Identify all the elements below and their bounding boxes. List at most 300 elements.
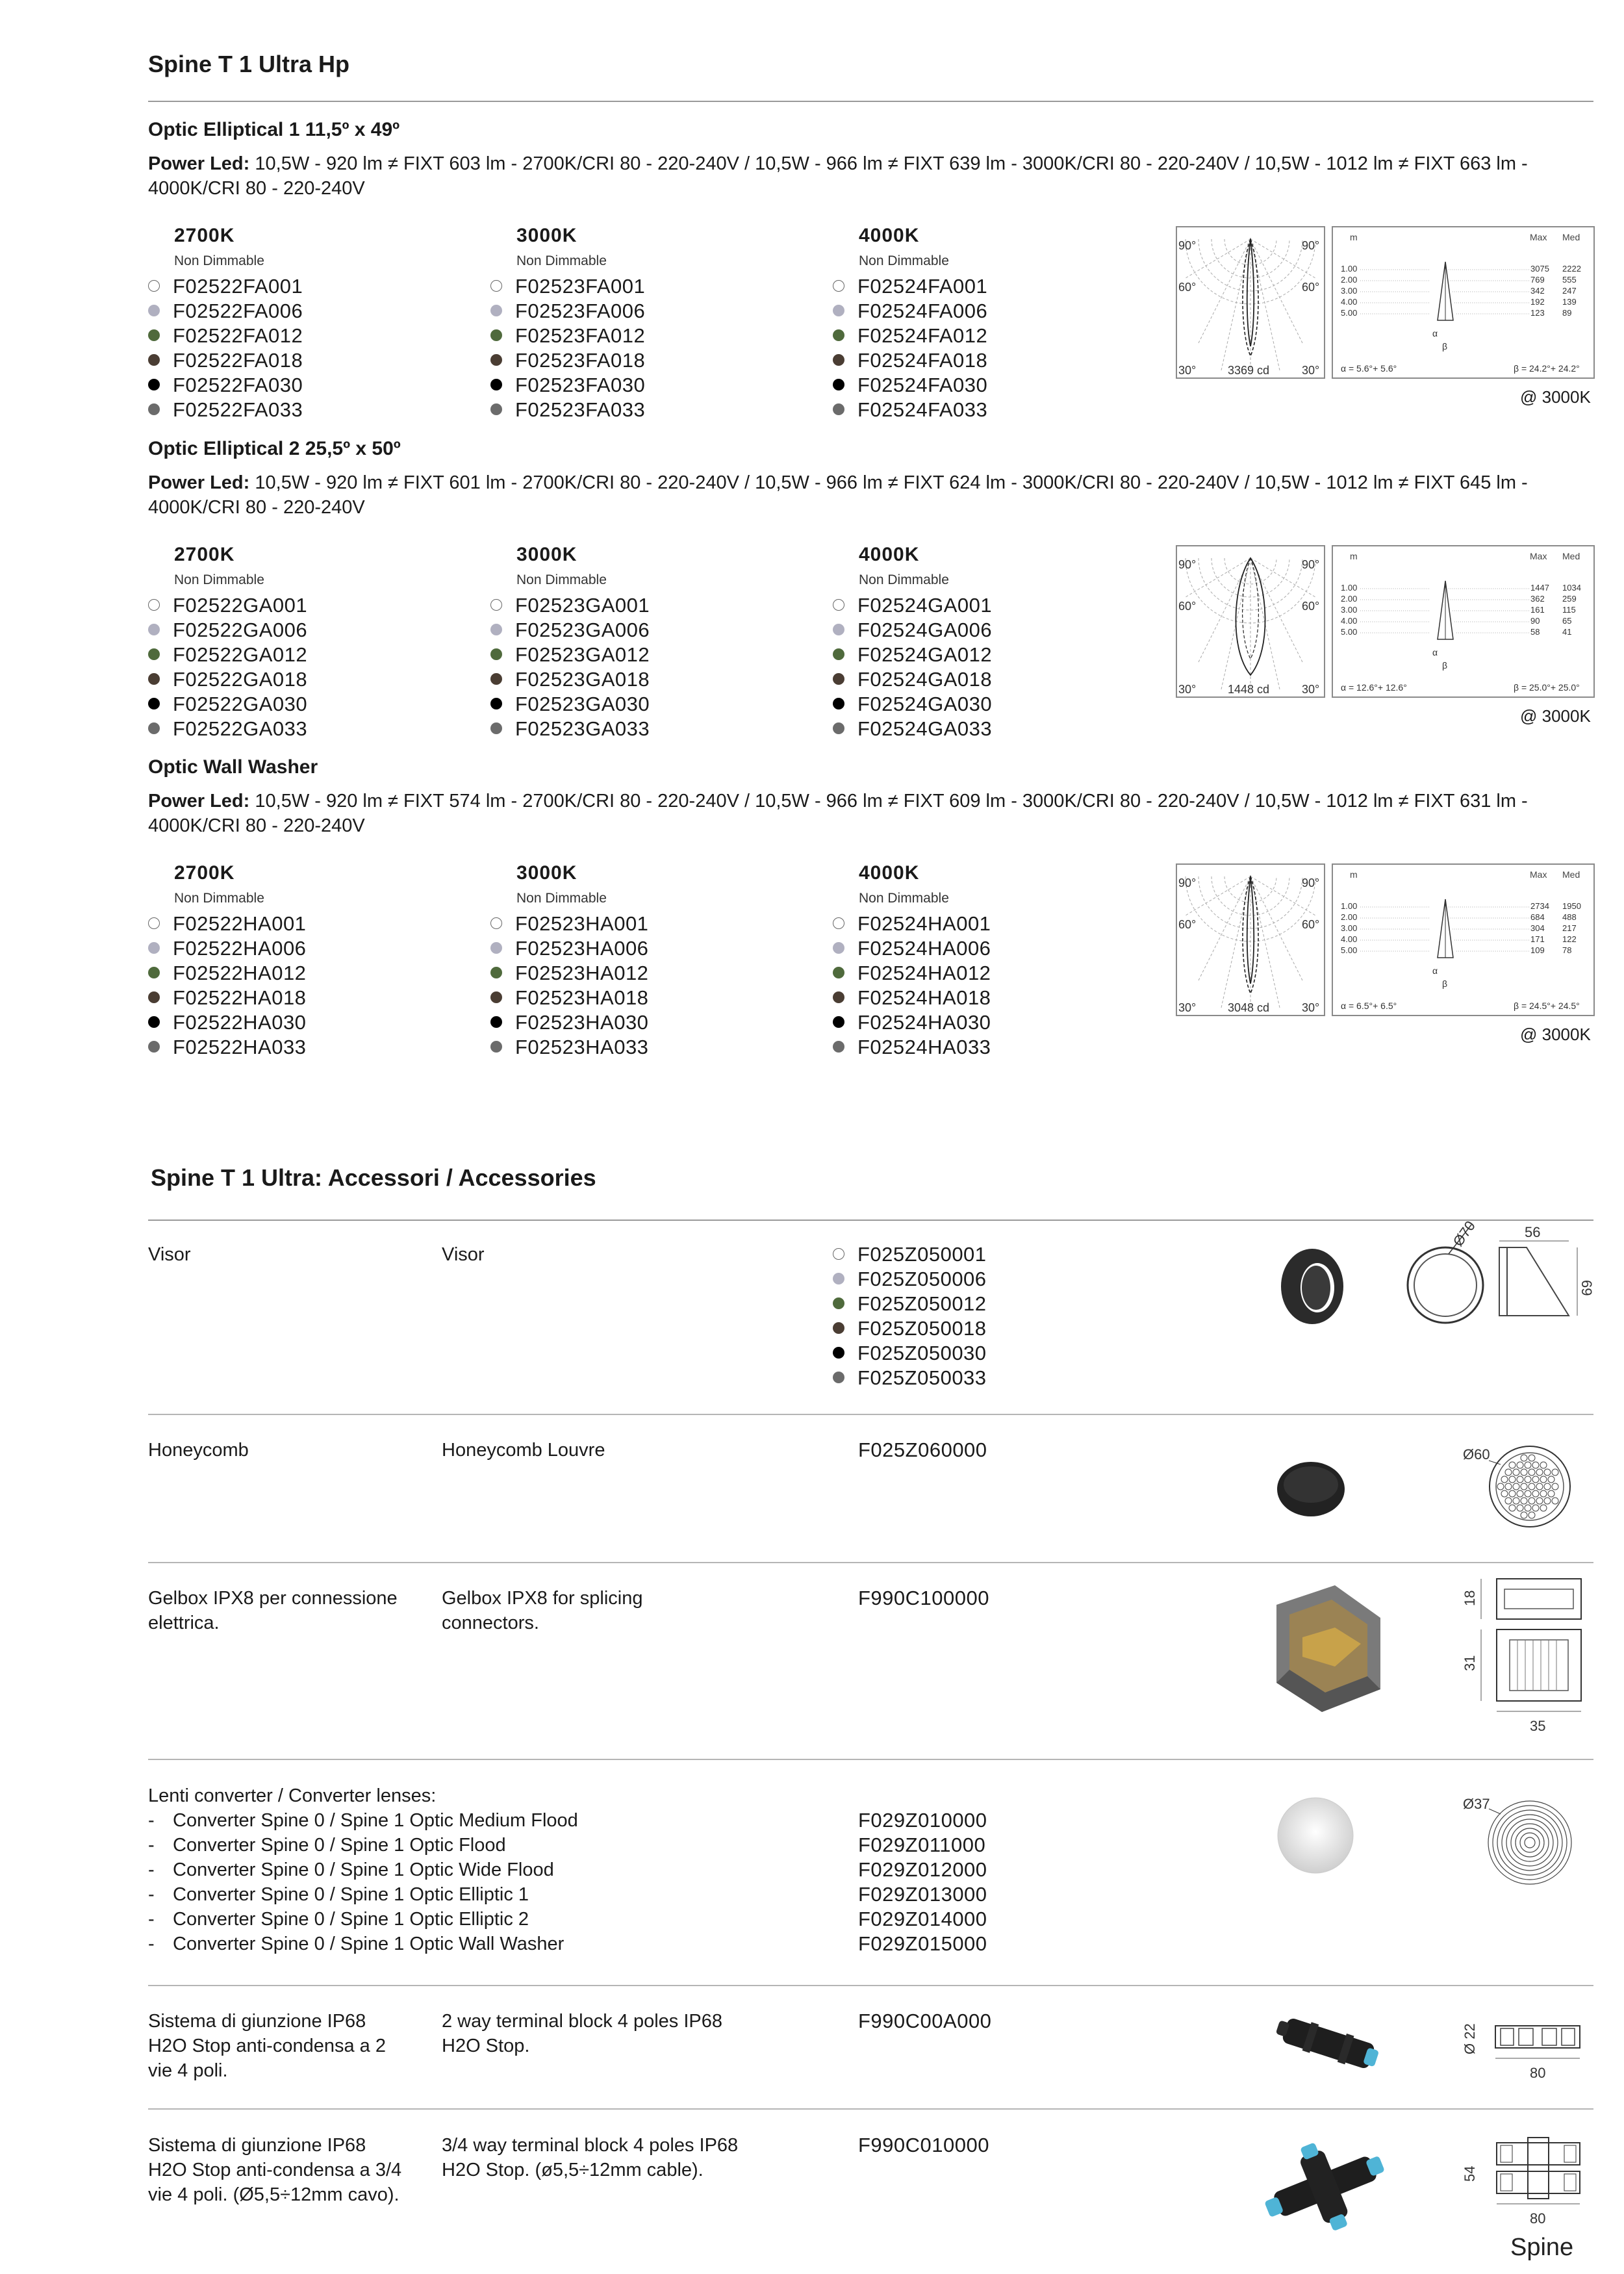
color-black-dot [833, 1347, 844, 1359]
page-title: Spine T 1 Ultra Hp [148, 51, 350, 77]
product-code: F02523GA030 [490, 692, 650, 717]
product-code: F02522GA006 [148, 618, 307, 643]
visor-code-033: F025Z050033 [833, 1366, 987, 1390]
svg-text:2734: 2734 [1530, 901, 1549, 911]
footer-brand: Spine [1510, 2234, 1574, 2261]
color-dark-grey-dot [148, 1041, 160, 1053]
lens-item: - Converter Spine 0 / Spine 1 Optic Medium Flood [148, 1810, 578, 1831]
svg-text:α = 12.6°+ 12.6°: α = 12.6°+ 12.6° [1341, 682, 1407, 693]
beam-table [1332, 226, 1595, 379]
gelbox-en: Gelbox IPX8 for splicing connectors. [442, 1588, 643, 1633]
color-grey-dot [833, 942, 844, 954]
color-dark-grey-dot [833, 1372, 844, 1383]
svg-text:684: 684 [1530, 912, 1545, 922]
product-code: F02523FA012 [490, 324, 645, 348]
color-brown-dot [148, 354, 160, 366]
color-grey-dot [490, 624, 502, 635]
row-divider [148, 1562, 1593, 1563]
svg-text:Ø37: Ø37 [1463, 1796, 1490, 1812]
svg-text:Ø60: Ø60 [1463, 1446, 1490, 1463]
product-code: F02523GA018 [490, 667, 650, 692]
svg-text:β = 24.5°+ 24.5°: β = 24.5°+ 24.5° [1514, 1001, 1580, 1011]
product-code: F02522GA018 [148, 667, 307, 692]
color-green-dot [490, 329, 502, 341]
code-list [490, 912, 648, 1060]
optic-title: Optic Wall Washer [148, 756, 318, 778]
lens-item: - Converter Spine 0 / Spine 1 Optic Wall Washer [148, 1934, 565, 1954]
svg-text:m: m [1350, 869, 1358, 880]
color-white-dot [490, 917, 502, 929]
color-dark-grey-dot [833, 403, 844, 415]
product-code: F02524HA033 [833, 1035, 991, 1060]
product-code: F02522FA018 [148, 348, 303, 373]
product-code: F02523HA018 [490, 986, 648, 1010]
polar-diagram [1176, 226, 1325, 379]
svg-text:90°: 90° [1178, 558, 1197, 571]
gelbox-product-image [1263, 1579, 1393, 1722]
color-black-dot [148, 379, 160, 390]
color-white-dot [148, 599, 160, 611]
product-code: F02524GA012 [833, 643, 992, 667]
svg-text:α: α [1432, 328, 1438, 339]
gelbox-drawing [1455, 1572, 1598, 1735]
svg-text:m: m [1350, 232, 1358, 242]
dimming-label: Non Dimmable [859, 891, 949, 906]
color-white-dot [490, 599, 502, 611]
honeycomb-code: F025Z060000 [858, 1438, 987, 1461]
color-green-dot [148, 648, 160, 660]
product-code: F02522FA033 [148, 398, 303, 422]
cct-header: 4000K [859, 225, 920, 246]
product-code: F02522GA033 [148, 717, 307, 741]
product-code: F02522HA001 [148, 912, 306, 936]
product-code: F02524FA018 [833, 348, 987, 373]
dimming-label: Non Dimmable [859, 253, 949, 268]
color-brown-dot [490, 991, 502, 1003]
lenses-title: Lenti converter / Converter lenses: [148, 1785, 437, 1806]
svg-text:β: β [1442, 978, 1448, 989]
svg-text:56: 56 [1525, 1224, 1541, 1240]
product-code: F02524GA001 [833, 593, 992, 618]
code-list [833, 593, 992, 741]
visor-codes [833, 1242, 987, 1390]
lens-item: - Converter Spine 0 / Spine 1 Optic Elliptic 1 [148, 1884, 529, 1905]
product-code: F02522GA012 [148, 643, 307, 667]
svg-text:30°: 30° [1178, 683, 1197, 696]
svg-text:β = 24.2°+ 24.2°: β = 24.2°+ 24.2° [1514, 363, 1580, 374]
svg-text:35: 35 [1530, 1718, 1546, 1734]
junction34-it: Sistema di giunzione IP68 H2O Stop anti-condensa a 3/4 vie 4 poli. (Ø5,5÷12mm cavo). [148, 2135, 402, 2205]
color-black-dot [148, 1016, 160, 1028]
product-code: F02524GA033 [833, 717, 992, 741]
color-green-dot [833, 1297, 844, 1309]
color-grey-dot [833, 305, 844, 316]
junction2-product-image [1270, 2008, 1387, 2079]
visor-code-018: F025Z050018 [833, 1316, 987, 1341]
svg-text:m: m [1350, 551, 1358, 561]
product-code: F02522HA030 [148, 1010, 306, 1035]
svg-text:5.00: 5.00 [1341, 945, 1358, 955]
measure-note: @ 3000K [1520, 1025, 1591, 1044]
svg-text:122: 122 [1562, 934, 1577, 944]
lenses-list [148, 1808, 578, 1956]
svg-text:1448 cd: 1448 cd [1228, 683, 1270, 696]
svg-text:30°: 30° [1302, 364, 1320, 377]
code-list [148, 912, 306, 1060]
row-divider [148, 2108, 1593, 2110]
product-code: F02524FA012 [833, 324, 987, 348]
color-black-dot [490, 698, 502, 709]
svg-text:259: 259 [1562, 594, 1577, 604]
dimming-label: Non Dimmable [174, 572, 264, 587]
color-green-dot [833, 329, 844, 341]
svg-text:β: β [1442, 341, 1448, 351]
svg-text:31: 31 [1462, 1655, 1478, 1671]
beam-table [1332, 863, 1595, 1016]
svg-text:161: 161 [1530, 605, 1545, 615]
svg-text:3075: 3075 [1530, 264, 1549, 274]
product-code: F02524FA001 [833, 274, 987, 299]
junction34-en: 3/4 way terminal block 4 poles IP68 H2O Stop. (ø5,5÷12mm cable). [442, 2135, 739, 2180]
svg-text:54: 54 [1462, 2165, 1478, 2182]
accessories-title: Spine T 1 Ultra: Accessori / Accessories [151, 1164, 596, 1191]
product-code: F02523FA033 [490, 398, 645, 422]
svg-text:90°: 90° [1178, 876, 1197, 889]
lens-code: F029Z010000 [858, 1809, 987, 1832]
cct-header: 4000K [859, 544, 920, 565]
measure-note: @ 3000K [1520, 706, 1591, 726]
svg-text:3.00: 3.00 [1341, 605, 1358, 615]
svg-text:60°: 60° [1178, 600, 1197, 613]
color-white-dot [148, 917, 160, 929]
polar-diagram [1176, 545, 1325, 698]
lens-drawing [1455, 1787, 1598, 1891]
product-code: F02523GA001 [490, 593, 650, 618]
color-grey-dot [148, 624, 160, 635]
svg-text:30°: 30° [1302, 1001, 1320, 1014]
cct-header: 2700K [174, 225, 235, 246]
svg-text:247: 247 [1562, 286, 1577, 296]
lens-code: F029Z015000 [858, 1932, 987, 1955]
svg-text:β = 25.0°+ 25.0°: β = 25.0°+ 25.0° [1514, 682, 1580, 693]
code-list [833, 912, 991, 1060]
lens-code: F029Z013000 [858, 1883, 987, 1906]
svg-text:18: 18 [1462, 1590, 1478, 1606]
dimming-label: Non Dimmable [516, 253, 607, 268]
color-black-dot [833, 698, 844, 709]
svg-text:60°: 60° [1302, 600, 1320, 613]
svg-text:3048 cd: 3048 cd [1228, 1001, 1270, 1014]
color-white-dot [490, 280, 502, 292]
color-black-dot [148, 698, 160, 709]
product-code: F02523HA001 [490, 912, 648, 936]
title-divider [148, 101, 1593, 102]
svg-text:192: 192 [1530, 297, 1545, 307]
product-code: F02522GA001 [148, 593, 307, 618]
svg-text:2222: 2222 [1562, 264, 1581, 274]
product-code: F02524GA018 [833, 667, 992, 692]
svg-text:1034: 1034 [1562, 583, 1581, 593]
power-led-value: 10,5W - 920 lm ≠ FIXT 603 lm - 2700K/CRI 80 - 220-240V / 10,5W - 966 lm ≠ FIXT 639 lm - 3000K/CRI 80 - 220-240V / 10,5W - 1012 lm ≠ FIXT 663 lm - 4000K/CRI 80 - 220-240V [148, 153, 1528, 199]
product-code: F02522HA012 [148, 961, 306, 986]
product-code: F02522GA030 [148, 692, 307, 717]
svg-text:41: 41 [1562, 627, 1572, 637]
svg-text:4.00: 4.00 [1341, 616, 1358, 626]
svg-text:65: 65 [1562, 616, 1572, 626]
color-green-dot [148, 967, 160, 978]
product-code: F02523FA001 [490, 274, 645, 299]
visor-code-030: F025Z050030 [833, 1341, 987, 1366]
junction2-drawing [1455, 2014, 1598, 2086]
row-divider [148, 1759, 1593, 1760]
svg-text:80: 80 [1530, 2210, 1546, 2227]
power-led-label: Power Led: [148, 472, 250, 493]
svg-text:488: 488 [1562, 912, 1577, 922]
color-dark-grey-dot [490, 722, 502, 734]
svg-text:58: 58 [1530, 627, 1540, 637]
optic-title: Optic Elliptical 2 25,5º x 50º [148, 438, 401, 459]
svg-text:Ø70: Ø70 [1449, 1218, 1478, 1249]
color-dark-grey-dot [148, 403, 160, 415]
svg-text:4.00: 4.00 [1341, 297, 1358, 307]
product-code: F02522FA006 [148, 299, 303, 324]
svg-text:115: 115 [1562, 605, 1576, 615]
svg-text:2.00: 2.00 [1341, 594, 1358, 604]
svg-text:1447: 1447 [1530, 583, 1549, 593]
svg-text:Med: Med [1562, 232, 1580, 242]
svg-text:1.00: 1.00 [1341, 901, 1358, 911]
svg-text:Max: Max [1530, 232, 1547, 242]
color-brown-dot [148, 991, 160, 1003]
svg-text:60°: 60° [1302, 918, 1320, 931]
svg-text:89: 89 [1562, 308, 1572, 318]
svg-text:60°: 60° [1302, 281, 1320, 294]
cct-header: 2700K [174, 862, 235, 884]
optic-title: Optic Elliptical 1 11,5º x 49º [148, 119, 400, 140]
svg-text:90°: 90° [1302, 558, 1320, 571]
svg-text:Med: Med [1562, 869, 1580, 880]
product-code: F02523FA006 [490, 299, 645, 324]
color-white-dot [833, 917, 844, 929]
cct-header: 3000K [516, 862, 577, 884]
power-led-label: Power Led: [148, 791, 250, 811]
beam-table [1332, 545, 1595, 698]
junction2-code: F990C00A000 [858, 2010, 992, 2032]
measure-note: @ 3000K [1520, 387, 1591, 407]
svg-text:30°: 30° [1302, 683, 1320, 696]
junction34-drawing [1455, 2131, 1598, 2229]
svg-text:78: 78 [1562, 945, 1572, 955]
code-list [148, 274, 303, 422]
svg-text:109: 109 [1530, 945, 1545, 955]
color-black-dot [490, 379, 502, 390]
svg-text:5.00: 5.00 [1341, 627, 1358, 637]
row-divider [148, 1985, 1593, 1986]
svg-text:123: 123 [1530, 308, 1545, 318]
product-code: F02523HA012 [490, 961, 648, 986]
color-brown-dot [490, 673, 502, 685]
svg-text:362: 362 [1530, 594, 1545, 604]
lens-code: F029Z014000 [858, 1908, 987, 1930]
svg-text:Max: Max [1530, 551, 1547, 561]
junction2-it: Sistema di giunzione IP68 H2O Stop anti-condensa a 2 vie 4 poli. [148, 2011, 386, 2081]
lenses-codes [858, 1808, 987, 1956]
svg-text:80: 80 [1530, 2065, 1546, 2081]
color-black-dot [833, 1016, 844, 1028]
dimming-label: Non Dimmable [859, 572, 949, 587]
color-grey-dot [148, 305, 160, 316]
visor-code-006: F025Z050006 [833, 1267, 987, 1292]
gelbox-it: Gelbox IPX8 per connessione elettrica. [148, 1588, 398, 1633]
visor-code-012: F025Z050012 [833, 1292, 987, 1316]
product-code: F02524FA006 [833, 299, 987, 324]
color-dark-grey-dot [833, 1041, 844, 1053]
product-code: F02524HA001 [833, 912, 991, 936]
svg-text:α: α [1432, 647, 1438, 658]
honeycomb-product-image [1273, 1455, 1351, 1520]
svg-text:60°: 60° [1178, 918, 1197, 931]
svg-text:1.00: 1.00 [1341, 264, 1358, 274]
product-code: F02523GA006 [490, 618, 650, 643]
product-code: F02523GA012 [490, 643, 650, 667]
junction2-en: 2 way terminal block 4 poles IP68 H2O Stop. [442, 2011, 722, 2056]
svg-text:Max: Max [1530, 869, 1547, 880]
svg-text:90°: 90° [1178, 239, 1197, 252]
svg-text:3.00: 3.00 [1341, 286, 1358, 296]
cct-header: 2700K [174, 544, 235, 565]
color-green-dot [490, 967, 502, 978]
color-brown-dot [833, 1322, 844, 1334]
product-code: F02522FA001 [148, 274, 303, 299]
color-green-dot [490, 648, 502, 660]
visor-it: Visor [148, 1244, 191, 1265]
visor-code-001: F025Z050001 [833, 1242, 987, 1267]
dimming-label: Non Dimmable [516, 572, 607, 587]
color-black-dot [833, 379, 844, 390]
svg-text:3369 cd: 3369 cd [1228, 364, 1270, 377]
color-grey-dot [833, 624, 844, 635]
dimming-label: Non Dimmable [516, 891, 607, 906]
product-code: F02524FA030 [833, 373, 987, 398]
junction34-code: F990C010000 [858, 2134, 989, 2156]
lens-product-image [1273, 1793, 1358, 1878]
color-dark-grey-dot [148, 722, 160, 734]
color-grey-dot [490, 942, 502, 954]
junction34-product-image [1254, 2138, 1397, 2235]
svg-text:69: 69 [1579, 1280, 1595, 1296]
svg-text:α: α [1432, 965, 1438, 976]
lens-item: - Converter Spine 0 / Spine 1 Optic Wide Flood [148, 1859, 554, 1880]
dimming-label: Non Dimmable [174, 253, 264, 268]
product-code: F02522HA006 [148, 936, 306, 961]
svg-text:60°: 60° [1178, 281, 1197, 294]
color-white-dot [833, 280, 844, 292]
color-green-dot [148, 329, 160, 341]
svg-text:217: 217 [1562, 923, 1577, 933]
product-code: F02524HA006 [833, 936, 991, 961]
power-led-value: 10,5W - 920 lm ≠ FIXT 574 lm - 2700K/CRI 80 - 220-240V / 10,5W - 966 lm ≠ FIXT 609 lm - 3000K/CRI 80 - 220-240V / 10,5W - 1012 lm ≠ FIXT 631 lm - 4000K/CRI 80 - 220-240V [148, 791, 1528, 836]
svg-text:139: 139 [1562, 297, 1577, 307]
honeycomb-drawing [1455, 1436, 1598, 1533]
code-list [148, 593, 307, 741]
color-dark-grey-dot [833, 722, 844, 734]
code-list [490, 274, 645, 422]
product-code: F02522FA030 [148, 373, 303, 398]
code-list [490, 593, 650, 741]
color-brown-dot [148, 673, 160, 685]
gelbox-code: F990C100000 [858, 1587, 989, 1609]
svg-text:4.00: 4.00 [1341, 934, 1358, 944]
svg-text:90°: 90° [1302, 876, 1320, 889]
color-grey-dot [148, 942, 160, 954]
product-code: F02524GA006 [833, 618, 992, 643]
color-brown-dot [833, 354, 844, 366]
accessories-divider [148, 1220, 1593, 1221]
power-led-label: Power Led: [148, 153, 250, 174]
svg-text:30°: 30° [1178, 1001, 1197, 1014]
visor-product-image [1273, 1241, 1351, 1332]
cct-header: 3000K [516, 225, 577, 246]
svg-text:α = 5.6°+ 5.6°: α = 5.6°+ 5.6° [1341, 363, 1397, 374]
color-brown-dot [490, 354, 502, 366]
color-green-dot [833, 648, 844, 660]
visor-en: Visor [442, 1244, 485, 1265]
svg-text:2.00: 2.00 [1341, 912, 1358, 922]
product-code: F02523GA033 [490, 717, 650, 741]
svg-text:90°: 90° [1302, 239, 1320, 252]
color-brown-dot [833, 673, 844, 685]
product-code: F02523HA030 [490, 1010, 648, 1035]
product-code: F02522HA018 [148, 986, 306, 1010]
row-divider [148, 1414, 1593, 1415]
svg-text:30°: 30° [1178, 364, 1197, 377]
svg-text:555: 555 [1562, 275, 1577, 285]
lens-item: - Converter Spine 0 / Spine 1 Optic Elliptic 2 [148, 1909, 529, 1930]
lens-code: F029Z011000 [858, 1833, 986, 1856]
svg-text:304: 304 [1530, 923, 1545, 933]
product-code: F02524HA018 [833, 986, 991, 1010]
honeycomb-it: Honeycomb [148, 1440, 249, 1461]
svg-text:1950: 1950 [1562, 901, 1581, 911]
polar-diagram [1176, 863, 1325, 1016]
cct-header: 4000K [859, 862, 920, 884]
product-code: F02523HA033 [490, 1035, 648, 1060]
product-code: F02524GA030 [833, 692, 992, 717]
dimming-label: Non Dimmable [174, 891, 264, 906]
visor-drawing [1397, 1218, 1595, 1338]
svg-text:Ø 22: Ø 22 [1462, 2023, 1478, 2054]
honeycomb-en: Honeycomb Louvre [442, 1440, 605, 1461]
color-brown-dot [833, 991, 844, 1003]
product-code: F02524HA012 [833, 961, 991, 986]
svg-text:β: β [1442, 660, 1448, 671]
svg-text:Med: Med [1562, 551, 1580, 561]
color-dark-grey-dot [490, 403, 502, 415]
svg-text:90: 90 [1530, 616, 1540, 626]
svg-text:769: 769 [1530, 275, 1545, 285]
product-code: F02522FA012 [148, 324, 303, 348]
cct-header: 3000K [516, 544, 577, 565]
svg-text:5.00: 5.00 [1341, 308, 1358, 318]
power-led-text [148, 789, 1597, 838]
svg-text:α = 6.5°+ 6.5°: α = 6.5°+ 6.5° [1341, 1001, 1397, 1011]
svg-text:3.00: 3.00 [1341, 923, 1358, 933]
color-white-dot [148, 280, 160, 292]
product-code: F02522HA033 [148, 1035, 306, 1060]
svg-text:1.00: 1.00 [1341, 583, 1358, 593]
power-led-text [148, 470, 1597, 520]
power-led-text [148, 151, 1597, 201]
